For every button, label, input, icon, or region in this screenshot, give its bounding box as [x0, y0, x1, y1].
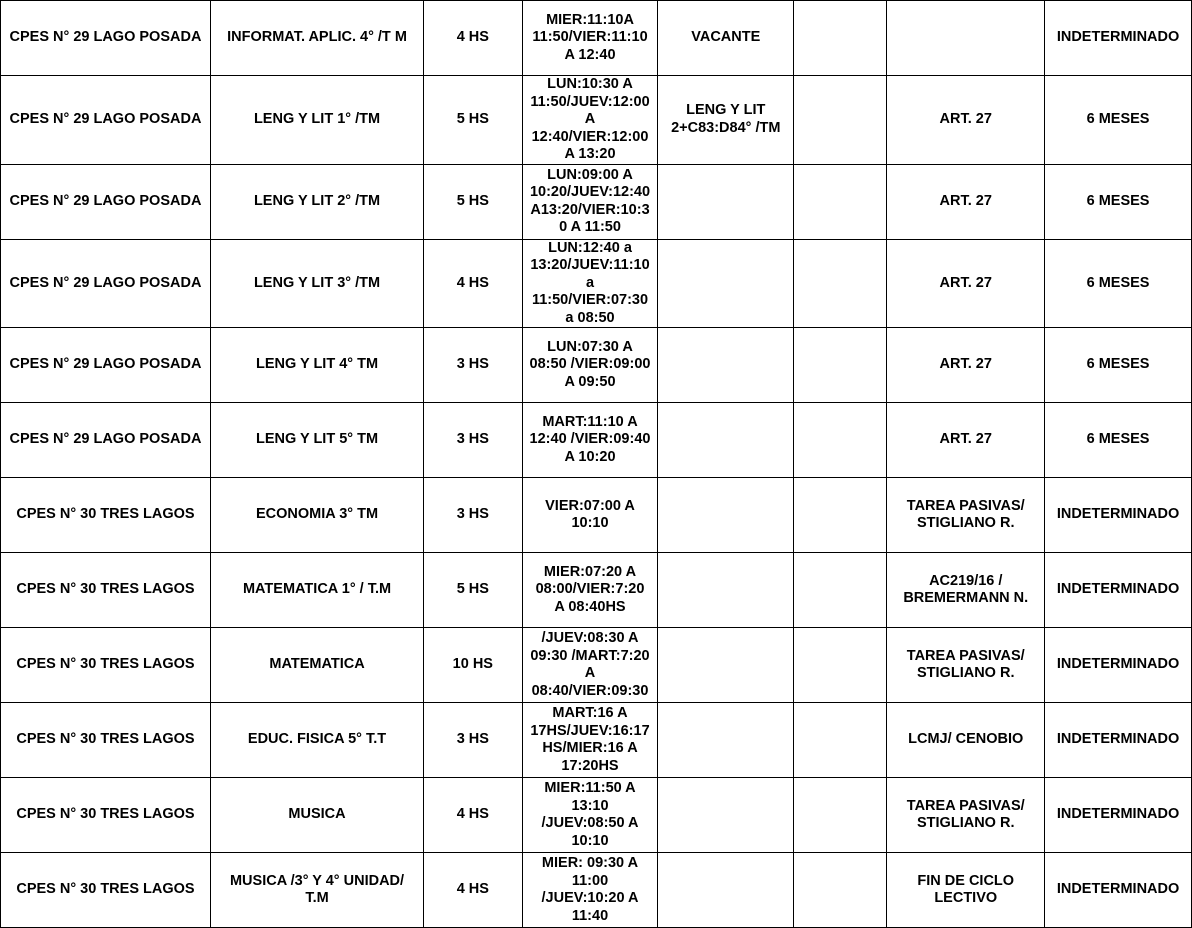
schedule-cell: MIER: 09:30 A 11:00 /JUEV:10:20 A 11:40	[522, 853, 658, 928]
reason-cell: ART. 27	[887, 239, 1045, 328]
term-cell: 6 MESES	[1045, 403, 1192, 478]
term-cell: INDETERMINADO	[1045, 553, 1192, 628]
subject-cell: MUSICA /3° Y 4° UNIDAD/ T.M	[210, 853, 423, 928]
subject-cell: LENG Y LIT 5° TM	[210, 403, 423, 478]
schedule-cell: VIER:07:00 A 10:10	[522, 478, 658, 553]
holder-cell	[658, 703, 794, 778]
holder-cell	[658, 164, 794, 239]
schedule-cell: LUN:07:30 A 08:50 /VIER:09:00 A 09:50	[522, 328, 658, 403]
school-cell: CPES N° 29 LAGO POSADA	[1, 164, 211, 239]
school-cell: CPES N° 29 LAGO POSADA	[1, 1, 211, 76]
empty-cell	[794, 628, 887, 703]
subject-cell: LENG Y LIT 1° /TM	[210, 76, 423, 165]
empty-cell	[794, 553, 887, 628]
term-cell: 6 MESES	[1045, 164, 1192, 239]
empty-cell	[794, 853, 887, 928]
empty-cell	[794, 164, 887, 239]
hours-cell: 5 HS	[424, 76, 522, 165]
term-cell: 6 MESES	[1045, 239, 1192, 328]
school-cell: CPES N° 29 LAGO POSADA	[1, 403, 211, 478]
school-cell: CPES N° 30 TRES LAGOS	[1, 778, 211, 853]
schedule-cell: LUN:09:00 A 10:20/JUEV:12:40 A13:20/VIER:10:3 0 A 11:50	[522, 164, 658, 239]
empty-cell	[794, 76, 887, 165]
hours-cell: 3 HS	[424, 403, 522, 478]
hours-cell: 4 HS	[424, 1, 522, 76]
subject-cell: EDUC. FISICA 5° T.T	[210, 703, 423, 778]
school-cell: CPES N° 30 TRES LAGOS	[1, 628, 211, 703]
term-cell: INDETERMINADO	[1045, 628, 1192, 703]
reason-cell: LCMJ/ CENOBIO	[887, 703, 1045, 778]
table-row	[1, 628, 1192, 703]
reason-cell: TAREA PASIVAS/ STIGLIANO R.	[887, 628, 1045, 703]
school-cell: CPES N° 29 LAGO POSADA	[1, 76, 211, 165]
term-cell: INDETERMINADO	[1045, 703, 1192, 778]
hours-cell: 3 HS	[424, 328, 522, 403]
term-cell: INDETERMINADO	[1045, 1, 1192, 76]
school-cell: CPES N° 29 LAGO POSADA	[1, 239, 211, 328]
subject-cell: MATEMATICA	[210, 628, 423, 703]
schedule-cell: MIER:11:50 A 13:10 /JUEV:08:50 A 10:10	[522, 778, 658, 853]
subject-cell: INFORMAT. APLIC. 4° /T M	[210, 1, 423, 76]
empty-cell	[794, 1, 887, 76]
hours-cell: 3 HS	[424, 703, 522, 778]
school-cell: CPES N° 30 TRES LAGOS	[1, 853, 211, 928]
schedule-cell: MIER:11:10A 11:50/VIER:11:10 A 12:40	[522, 1, 658, 76]
empty-cell	[794, 328, 887, 403]
reason-cell: FIN DE CICLO LECTIVO	[887, 853, 1045, 928]
table-row	[1, 778, 1192, 853]
schedule-cell: MIER:07:20 A 08:00/VIER:7:20 A 08:40HS	[522, 553, 658, 628]
holder-cell	[658, 628, 794, 703]
holder-cell: VACANTE	[658, 1, 794, 76]
subject-cell: MATEMATICA 1° / T.M	[210, 553, 423, 628]
hours-cell: 4 HS	[424, 239, 522, 328]
reason-cell: ART. 27	[887, 76, 1045, 165]
schedule-cell: LUN:10:30 A 11:50/JUEV:12:00 A 12:40/VIER:12:00 A 13:20	[522, 76, 658, 165]
reason-cell: AC219/16 / BREMERMANN N.	[887, 553, 1045, 628]
term-cell: INDETERMINADO	[1045, 478, 1192, 553]
empty-cell	[794, 403, 887, 478]
table-row	[1, 403, 1192, 478]
reason-cell	[887, 1, 1045, 76]
holder-cell	[658, 403, 794, 478]
school-cell: CPES N° 30 TRES LAGOS	[1, 553, 211, 628]
term-cell: INDETERMINADO	[1045, 853, 1192, 928]
hours-cell: 5 HS	[424, 553, 522, 628]
schedule-cell: /JUEV:08:30 A 09:30 /MART:7:20 A 08:40/VIER:09:30	[522, 628, 658, 703]
holder-cell	[658, 853, 794, 928]
table-row	[1, 164, 1192, 239]
schedule-cell: LUN:12:40 a 13:20/JUEV:11:10 a 11:50/VIER:07:30 a 08:50	[522, 239, 658, 328]
term-cell: 6 MESES	[1045, 76, 1192, 165]
table-row	[1, 703, 1192, 778]
table-row	[1, 1, 1192, 76]
subject-cell: LENG Y LIT 2° /TM	[210, 164, 423, 239]
table-body	[1, 1, 1192, 928]
subject-cell: LENG Y LIT 3° /TM	[210, 239, 423, 328]
table-row	[1, 76, 1192, 165]
school-cell: CPES N° 29 LAGO POSADA	[1, 328, 211, 403]
hours-cell: 3 HS	[424, 478, 522, 553]
holder-cell	[658, 553, 794, 628]
schedule-cell: MART:11:10 A 12:40 /VIER:09:40 A 10:20	[522, 403, 658, 478]
empty-cell	[794, 703, 887, 778]
holder-cell	[658, 478, 794, 553]
school-cell: CPES N° 30 TRES LAGOS	[1, 478, 211, 553]
subject-cell: ECONOMIA 3° TM	[210, 478, 423, 553]
holder-cell	[658, 778, 794, 853]
holder-cell	[658, 239, 794, 328]
reason-cell: ART. 27	[887, 164, 1045, 239]
school-cell: CPES N° 30 TRES LAGOS	[1, 703, 211, 778]
hours-cell: 4 HS	[424, 778, 522, 853]
hours-cell: 5 HS	[424, 164, 522, 239]
term-cell: 6 MESES	[1045, 328, 1192, 403]
reason-cell: TAREA PASIVAS/ STIGLIANO R.	[887, 778, 1045, 853]
term-cell: INDETERMINADO	[1045, 778, 1192, 853]
reason-cell: ART. 27	[887, 403, 1045, 478]
table-row	[1, 239, 1192, 328]
hours-cell: 10 HS	[424, 628, 522, 703]
empty-cell	[794, 478, 887, 553]
reason-cell: ART. 27	[887, 328, 1045, 403]
holder-cell	[658, 328, 794, 403]
hours-cell: 4 HS	[424, 853, 522, 928]
table-row	[1, 328, 1192, 403]
schedule-cell: MART:16 A 17HS/JUEV:16:17 HS/MIER:16 A 17:20HS	[522, 703, 658, 778]
subject-cell: LENG Y LIT 4° TM	[210, 328, 423, 403]
table-row	[1, 553, 1192, 628]
subject-cell: MUSICA	[210, 778, 423, 853]
empty-cell	[794, 778, 887, 853]
empty-cell	[794, 239, 887, 328]
reason-cell: TAREA PASIVAS/ STIGLIANO R.	[887, 478, 1045, 553]
holder-cell: LENG Y LIT 2+C83:D84° /TM	[658, 76, 794, 165]
table-row	[1, 478, 1192, 553]
table-row	[1, 853, 1192, 928]
